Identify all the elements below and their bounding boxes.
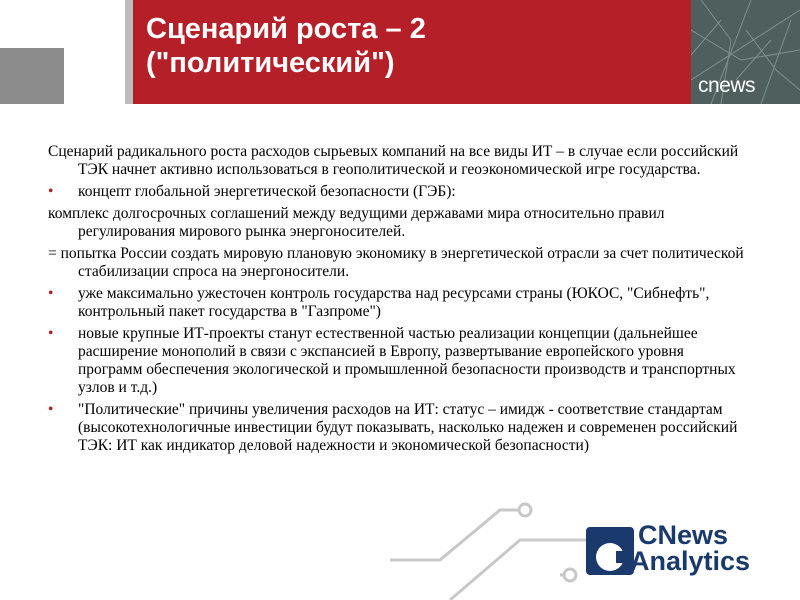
header-separator <box>125 0 133 104</box>
cnews-small-logo <box>698 74 755 98</box>
circuit-node-2 <box>564 569 576 581</box>
logo-text-line1: CNews <box>638 520 729 550</box>
body-bullet-1 <box>48 183 748 201</box>
logo-c-mark <box>586 527 634 575</box>
bullet-text: "Политические" причины увеличения расходов на ИТ: статус – имидж - соответствие стандартам (высокотехнологичные инвестиции будут показывать, насколько надежен и современен российский ТЭК: ИТ как индикатор деловой надежности и экономической безопасности) <box>78 401 738 454</box>
circuit-node-1 <box>519 504 531 516</box>
body-bullet-3 <box>48 325 748 397</box>
header-white-corner <box>0 0 64 48</box>
cnews-analytics-logo <box>586 521 776 593</box>
circuit-lines <box>390 510 590 600</box>
body-para-3: = попытка России создать мировую плановую экономику в энергетической отрасли за счет политической стабилизации спроса на энергоносители. <box>48 245 744 280</box>
body-bullet-4 <box>48 401 748 455</box>
page-title-line2: ("политический") <box>146 47 395 79</box>
header-white-gap <box>64 0 125 104</box>
bullet-marker: • <box>48 285 54 302</box>
page-title-line1: Сценарий роста – 2 <box>146 13 426 45</box>
bullet-marker: • <box>48 401 54 418</box>
bullet-marker: • <box>48 325 54 342</box>
page-title <box>146 12 686 80</box>
slide-body <box>48 143 748 459</box>
body-para-2: комплекс долгосрочных соглашений между ведущими державами мира относительно правил регулирования мирового рынка энергоносителей. <box>48 205 665 240</box>
body-para-1: Сценарий радикального роста расходов сырьевых компаний на все виды ИТ – в случае если российский ТЭК начнет активно использоваться в геополитической и геоэкономической игре государства. <box>48 143 739 178</box>
bullet-text: новые крупные ИТ-проекты станут естественной частью реализации концепции (дальнейшее расширение монополий в связи с экспансией в Европу, развертывание европейского уровня программ обеспечения экологической и промышленной безопасности производств и транспортных узлов и т.д.) <box>78 325 736 396</box>
bullet-text: уже максимально ужесточен контроль государства над ресурсами страны (ЮКОС, "Сибнефть", контрольный пакет государства в "Газпроме") <box>78 285 710 320</box>
header-gray-block <box>0 48 64 104</box>
cnews-small-logo-text: cnews <box>698 74 756 97</box>
bullet-marker: • <box>48 183 54 200</box>
bullet-text: концепт глобальной энергетической безопасности (ГЭБ): <box>78 183 456 200</box>
logo-text-line2: Analytics <box>630 546 751 576</box>
body-bullet-2 <box>48 285 748 321</box>
circuit-trace-1 <box>390 510 520 560</box>
